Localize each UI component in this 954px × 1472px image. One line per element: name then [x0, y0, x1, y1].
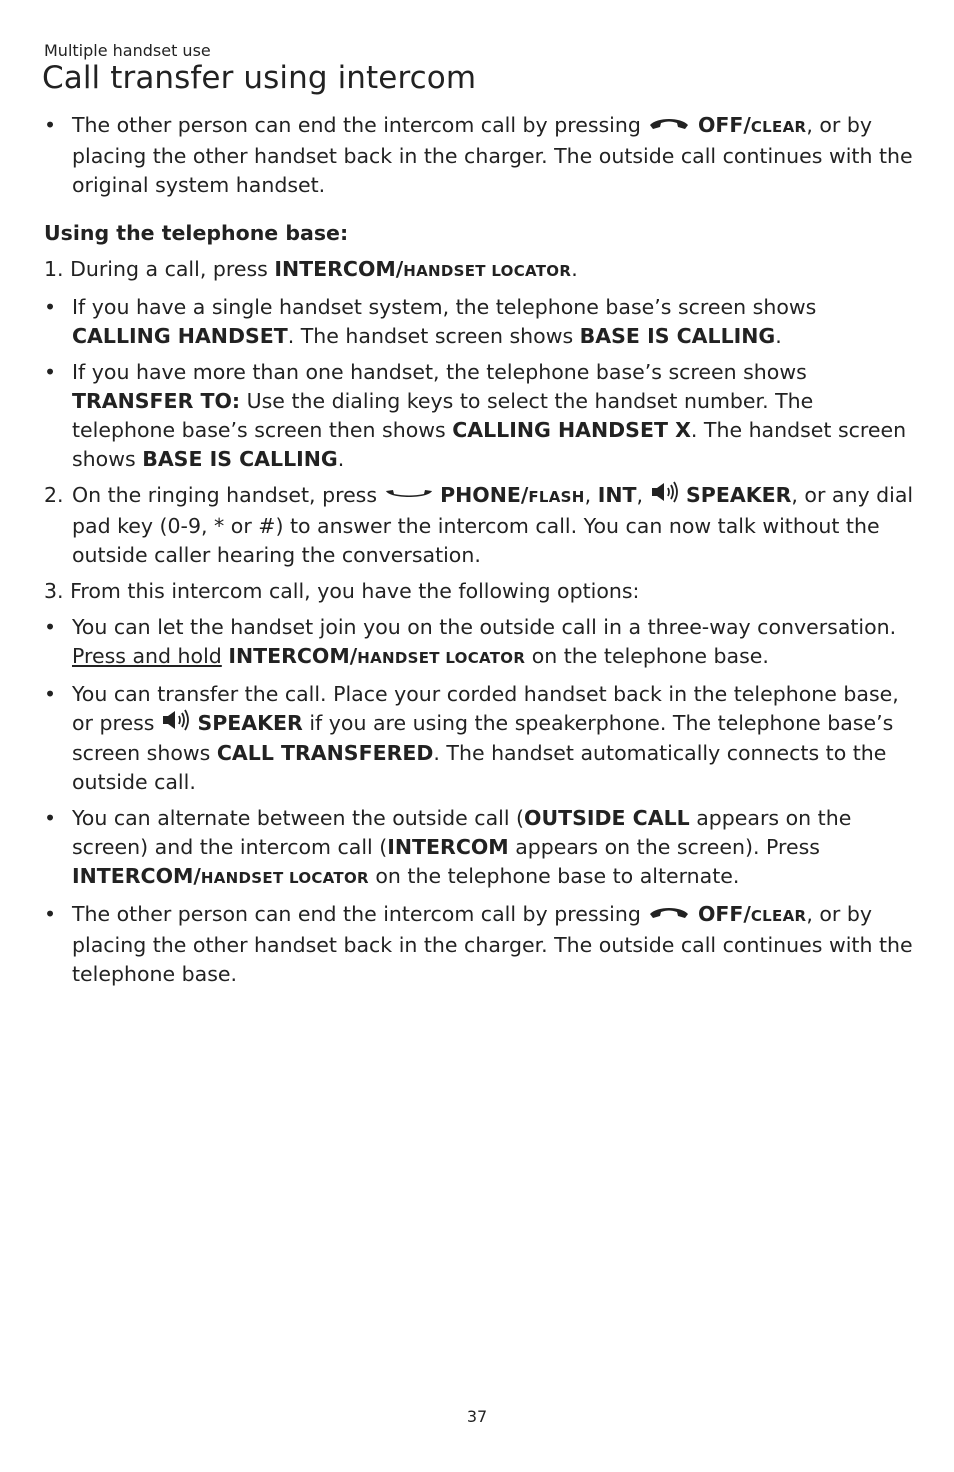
step-2: 2. On the ringing handset, press PHONE/FLASH, INT, SPEAKER, or any dial pad key (0-9, * or #) to answer the intercom call. You can now talk without the outside caller hearing the conversation. — [44, 483, 914, 567]
bullet-transfer-call: • You can transfer the call. Place your corded handset back in the telephone base, or press SPEAKER if you are using the speakerphone. The telephone base’s screen shows CALL TRANSFERED. The handset automatically connects to the outside call. — [44, 680, 914, 797]
page-number: 37 — [466, 1407, 488, 1426]
bullet-alternate: • You can alternate between the outside call (OUTSIDE CALL appears on the screen) and the intercom call (INTERCOM appears on the screen). Press INTERCOM/HANDSET LOCATOR on the telephone base to alternate. — [44, 804, 914, 893]
bullet-end-call-base: • The other person can end the intercom call by pressing OFF/CLEAR, or by placing the other handset back in the charger. The outside call continues with the telephone base. — [44, 900, 914, 989]
speaker-icon — [650, 481, 680, 511]
phone-hangup-icon — [647, 112, 691, 141]
subheading-telephone-base: Using the telephone base: — [44, 221, 349, 245]
section-label: Multiple handset use — [44, 41, 211, 60]
bullet-end-call-original: • The other person can end the intercom call by pressing OFF/CLEAR, or by placing the other handset back in the charger. The outside call continues with the original system handset. — [44, 111, 914, 200]
phone-talk-icon — [384, 482, 434, 511]
bullet-multiple-handsets: • If you have more than one handset, the telephone base’s screen shows TRANSFER TO: Use the dialing keys to select the handset number. The telephone base’s screen then shows CALLING HANDSET X. The handset screen shows BASE IS CALLING. — [44, 358, 914, 474]
step-3: 3. From this intercom call, you have the following options: — [44, 579, 640, 603]
step-1: 1. During a call, press INTERCOM/HANDSET LOCATOR. — [44, 257, 578, 281]
speaker-icon — [161, 709, 191, 739]
phone-hangup-icon — [647, 901, 691, 930]
bullet-three-way: • You can let the handset join you on the outside call in a three-way conversation. Press and hold INTERCOM/HANDSET LOCATOR on the telephone base. — [44, 613, 914, 673]
bullet-single-handset: • If you have a single handset system, the telephone base’s screen shows CALLING HANDSET. The handset screen shows BASE IS CALLING. — [44, 293, 914, 351]
page-title: Call transfer using intercom — [42, 60, 477, 96]
page-content — [44, 111, 914, 989]
